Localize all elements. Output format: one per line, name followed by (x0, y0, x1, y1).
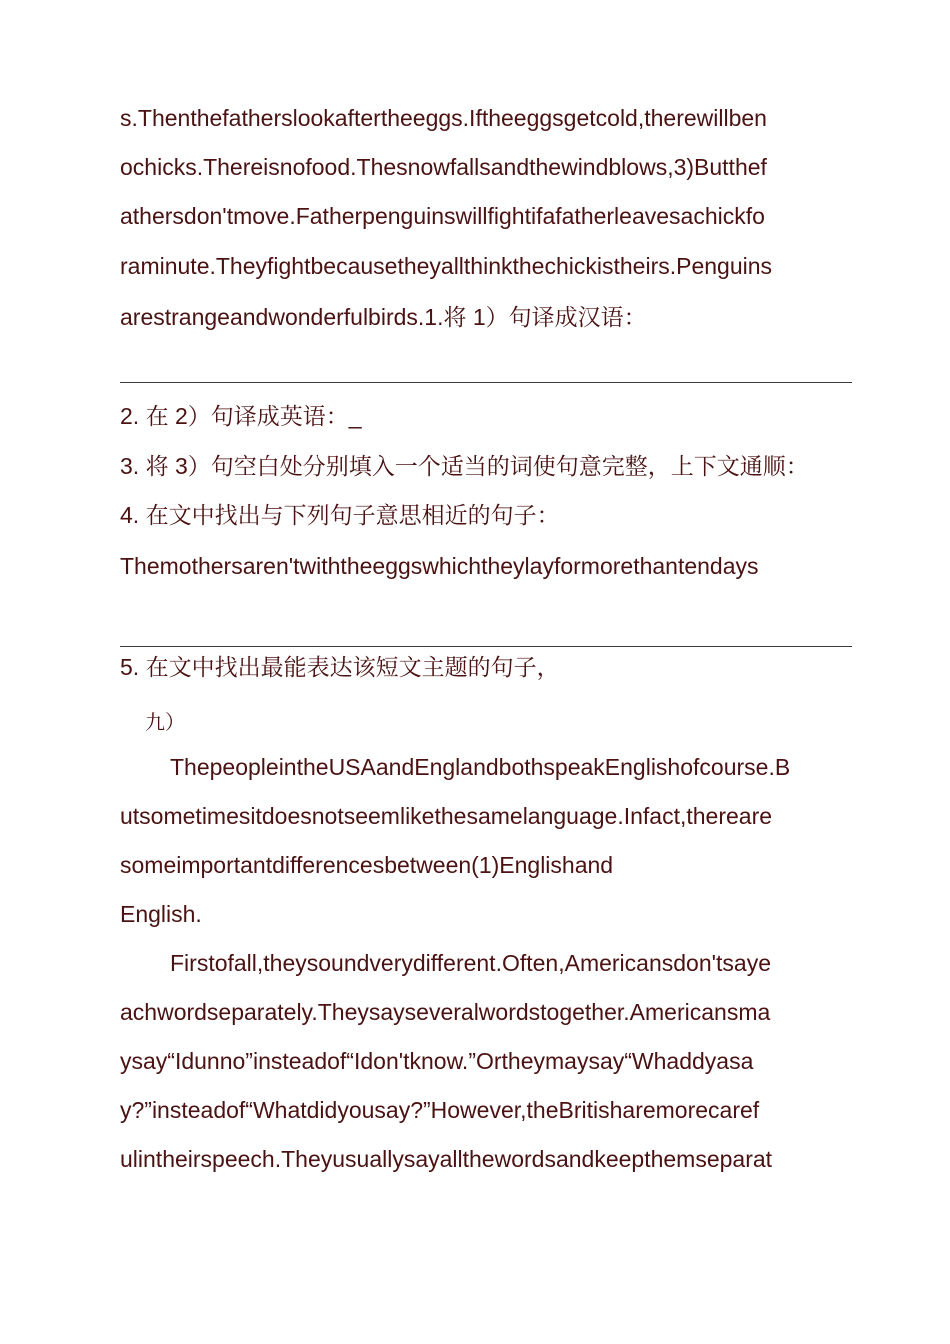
section-heading: 九） (145, 710, 185, 734)
question-4-sentence: Themothersaren'twiththeeggswhichtheylayformorethantendays (120, 553, 759, 579)
passage-line: English. (120, 901, 202, 927)
passage-line: ThepeopleintheUSAandEnglandbothspeakEnglishofcourse.B (170, 754, 791, 780)
question-4: 4. 在文中找出与下列句子意思相近的句子： (120, 502, 560, 528)
passage-line: raminute.Theyfightbecausetheyallthinkthechickistheirs.Penguins (120, 253, 773, 279)
passage-line: ochicks.Thereisnofood.Thesnowfallsandthewindblows,3)Butthef (120, 154, 767, 180)
passage-line: achwordseparately.Theysayseveralwordstogether.Americansma (120, 999, 771, 1025)
passage-line: utsometimesitdoesnotseemlikethesamelanguage.Infact,thereare (120, 803, 773, 829)
question-1: arestrangeandwonderfulbirds.1.将 1）句译成汉语： (120, 304, 647, 330)
passage-line: y?”insteadof“Whatdidyousay?”However,theBritisharemorecaref (120, 1097, 760, 1123)
answer-line (120, 382, 852, 383)
answer-line (120, 646, 852, 647)
passage-line: someimportantdifferencesbetween(1)Englishand (120, 852, 614, 878)
question-3: 3. 将 3）句空白处分别填入一个适当的词使句意完整，上下文通顺： (120, 453, 809, 479)
passage-line: s.Thenthefatherslookaftertheeggs.Iftheeggsgetcold,therewillben (120, 105, 767, 131)
question-2: 2. 在 2）句译成英语：_ (120, 403, 362, 429)
passage-line: athersdon'tmove.Fatherpenguinswillfightifafatherleavesachickfo (120, 203, 765, 229)
passage-line: Firstofall,theysoundverydifferent.Often,Americansdon'tsaye (170, 950, 771, 976)
passage-line: ulintheirspeech.Theyusuallysayallthewordsandkeepthemseparat (120, 1146, 773, 1172)
question-5: 5. 在文中找出最能表达该短文主题的句子， (120, 654, 560, 680)
passage-line: ysay“Idunno”insteadof“Idon'tknow.”Ortheymaysay“Whaddyasa (120, 1048, 754, 1074)
